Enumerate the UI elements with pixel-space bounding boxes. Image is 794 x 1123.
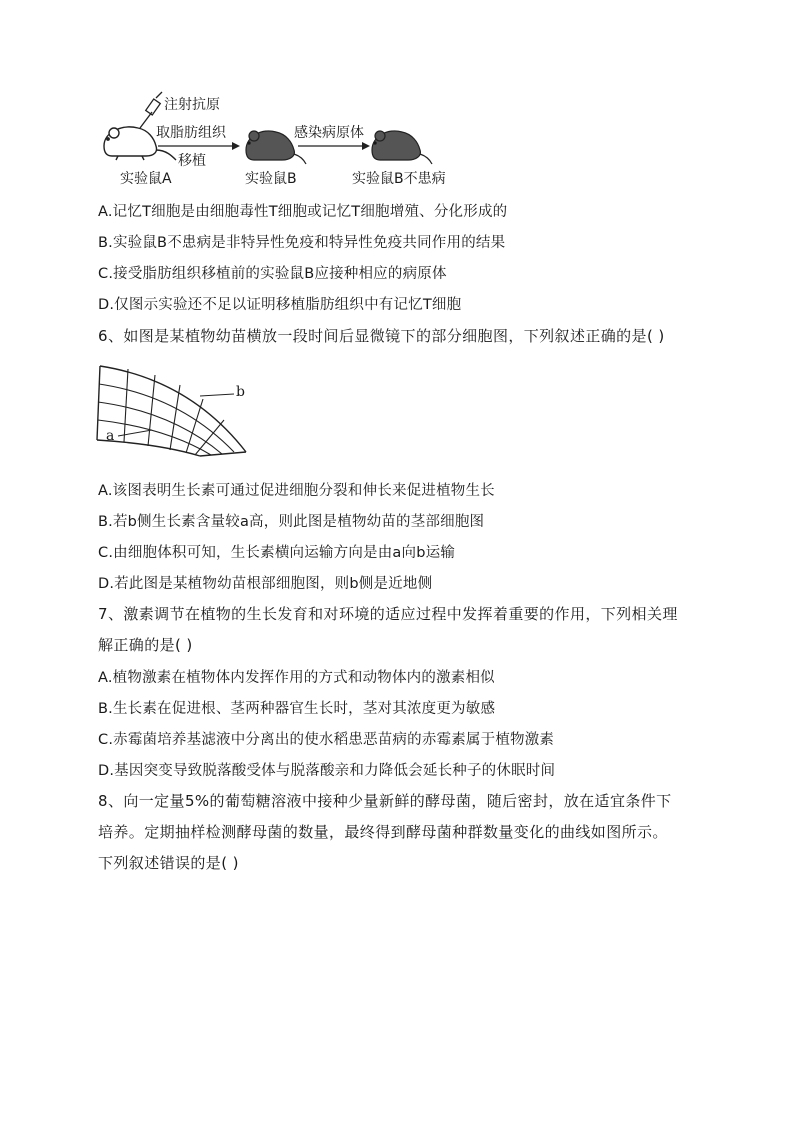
q5-option-c: C.接受脂肪组织移植前的实验鼠B应接种相应的病原体 <box>98 266 447 282</box>
q7-option-c: C.赤霉菌培养基滤液中分离出的使水稻患恶苗病的赤霉素属于植物激素 <box>98 732 555 748</box>
mouse-b-label: 实验鼠B <box>245 171 297 187</box>
q7-option-a: A.植物激素在植物体内发挥作用的方式和动物体内的激素相似 <box>98 670 495 686</box>
q5-option-d: D.仅图示实验还不足以证明移植脂肪组织中有记忆T细胞 <box>98 297 462 313</box>
take-fat-tissue-label: 取脂肪组织 <box>156 125 226 141</box>
q7-stem-line1: 7、激素调节在植物的生长发育和对环境的适应过程中发挥着重要的作用，下列相关理 <box>98 605 678 623</box>
mouse-a-label: 实验鼠A <box>120 171 172 187</box>
q5-option-b: B.实验鼠B不患病是非特异性免疫和特异性免疫共同作用的结果 <box>98 235 506 251</box>
cell-label-b: b <box>236 384 245 400</box>
q6-stem: 6、如图是某植物幼苗横放一段时间后显微镜下的部分细胞图，下列叙述正确的是( ) <box>98 327 665 345</box>
q7-option-d: D.基因突变导致脱落酸受体与脱落酸亲和力降低会延长种子的休眠时间 <box>98 763 556 779</box>
q8-stem-line3: 下列叙述错误的是( ) <box>98 854 239 872</box>
q7-option-b: B.生长素在促进根、茎两种器官生长时，茎对其浓度更为敏感 <box>98 701 496 717</box>
q6-option-c: C.由细胞体积可知，生长素横向运输方向是由a向b运输 <box>98 545 456 561</box>
q6-option-d: D.若此图是某植物幼苗根部细胞图，则b侧是近地侧 <box>98 576 433 592</box>
q7-stem-line2: 解正确的是( ) <box>98 636 193 654</box>
cell-label-a: a <box>106 428 115 444</box>
q5-option-a: A.记忆T细胞是由细胞毒性T细胞或记忆T细胞增殖、分化形成的 <box>98 204 508 220</box>
plant-cell-diagram <box>0 350 794 490</box>
inject-antigen-label: 注射抗原 <box>164 97 220 113</box>
mouse-b-result-label: 实验鼠B不患病 <box>352 171 446 187</box>
q6-option-b: B.若b侧生长素含量较a高，则此图是植物幼苗的茎部细胞图 <box>98 514 485 530</box>
q8-stem-line1: 8、向一定量5%的葡萄糖溶液中接种少量新鲜的酵母菌，随后密封，放在适宜条件下 <box>98 792 672 810</box>
q6-option-a: A.该图表明生长素可通过促进细胞分裂和伸长来促进植物生长 <box>98 483 495 499</box>
q8-stem-line2: 培养。定期抽样检测酵母菌的数量，最终得到酵母菌种群数量变化的曲线如图所示。 <box>98 823 668 841</box>
transplant-label: 移植 <box>178 153 206 169</box>
infect-pathogen-label: 感染病原体 <box>294 125 364 141</box>
mouse-b-healthy-icon <box>372 131 432 164</box>
